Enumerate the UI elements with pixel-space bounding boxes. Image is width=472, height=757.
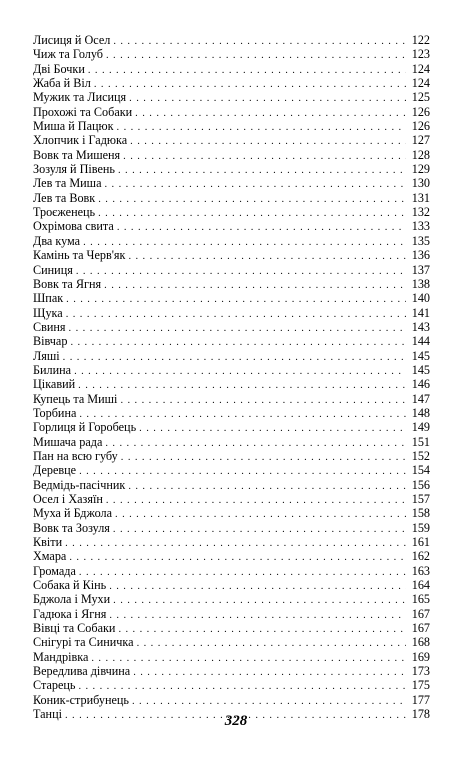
- toc-entry: [33, 234, 430, 248]
- toc-entry-title: Гадюка і Ягня: [33, 606, 107, 621]
- toc-entry-page: 124: [411, 76, 430, 91]
- toc-entry-title: Старець: [33, 678, 76, 693]
- toc-entry: [33, 420, 430, 434]
- toc-entry: [33, 291, 430, 305]
- toc-entry: [33, 377, 430, 391]
- toc-entry: [33, 148, 430, 162]
- toc-entry-page: 177: [411, 692, 430, 707]
- toc-entry: [33, 535, 430, 549]
- toc-entry-title: Громада: [33, 563, 76, 578]
- toc-entry-page: 129: [411, 162, 430, 177]
- toc-entry-title: Вовк та Зозуля: [33, 520, 110, 535]
- toc-entry-page: 130: [411, 176, 430, 191]
- toc-entry-page: 136: [411, 248, 430, 263]
- toc-entry-title: Мишача рада: [33, 434, 103, 449]
- dot-leader: [109, 609, 406, 621]
- toc-entry-page: 158: [411, 506, 430, 521]
- toc-entry-title: Миша й Пацюк: [33, 119, 114, 134]
- toc-entry-page: 138: [411, 276, 430, 291]
- toc-entry-page: 144: [411, 334, 430, 349]
- toc-entry-title: Мужик та Лисиця: [33, 90, 127, 105]
- toc-entry-title: Танці: [33, 707, 62, 722]
- toc-entry: [33, 463, 430, 477]
- dot-leader: [63, 351, 406, 363]
- dot-leader: [118, 164, 406, 176]
- toc-entry: [33, 349, 430, 363]
- dot-leader: [117, 121, 406, 133]
- dot-leader: [79, 465, 406, 477]
- toc-entry-title: Свиня: [33, 319, 66, 334]
- dot-leader: [117, 221, 406, 233]
- toc-entry-title: Лев та Миша: [33, 176, 102, 191]
- table-of-contents: [33, 33, 430, 722]
- toc-entry-title: Щука: [33, 305, 63, 320]
- dot-leader: [109, 580, 406, 592]
- toc-entry-page: 135: [411, 233, 430, 248]
- dot-leader: [65, 537, 406, 549]
- toc-entry: [33, 133, 430, 147]
- toc-entry-title: Охрімова свита: [33, 219, 114, 234]
- toc-entry-title: Купець та Миші: [33, 391, 118, 406]
- toc-entry-title: Лисиця й Осел: [33, 33, 111, 47]
- dot-leader: [130, 135, 406, 147]
- dot-leader: [78, 680, 406, 692]
- dot-leader: [94, 78, 406, 90]
- dot-leader: [137, 637, 406, 649]
- toc-entry-page: 122: [411, 33, 430, 47]
- dot-leader: [120, 394, 406, 406]
- dot-leader: [69, 551, 406, 563]
- toc-entry: [33, 664, 430, 678]
- page-number: 328: [224, 713, 248, 729]
- toc-entry: [33, 162, 430, 176]
- dot-leader: [74, 365, 406, 377]
- toc-entry: [33, 678, 430, 692]
- toc-entry-title: Коник-стрибунець: [33, 692, 129, 707]
- toc-entry-title: Зозуля й Півень: [33, 162, 115, 177]
- dot-leader: [76, 265, 406, 277]
- toc-entry-page: 152: [411, 448, 430, 463]
- dot-leader: [98, 207, 406, 219]
- toc-entry-title: Вовк та Мишеня: [33, 147, 121, 162]
- toc-entry: [33, 306, 430, 320]
- toc-entry-page: 165: [411, 592, 430, 607]
- toc-entry-page: 164: [411, 578, 430, 593]
- toc-entry-title: Хлопчик і Гадюка: [33, 133, 128, 148]
- toc-entry-title: Муха й Бджола: [33, 506, 113, 521]
- dot-leader: [79, 408, 406, 420]
- toc-entry: [33, 277, 430, 291]
- toc-entry: [33, 621, 430, 635]
- dot-leader: [69, 322, 406, 334]
- toc-entry-page: 125: [411, 90, 430, 105]
- toc-entry-page: 151: [411, 434, 430, 449]
- dot-leader: [113, 523, 406, 535]
- dot-leader: [104, 178, 406, 190]
- toc-entry: [33, 592, 430, 606]
- dot-leader: [83, 236, 406, 248]
- toc-entry-page: 126: [411, 104, 430, 119]
- toc-entry-page: 159: [411, 520, 430, 535]
- dot-leader: [98, 193, 406, 205]
- dot-leader: [104, 279, 406, 291]
- toc-entry-page: 141: [411, 305, 430, 320]
- toc-entry-title: Ляші: [33, 348, 60, 363]
- toc-entry-page: 157: [411, 492, 430, 506]
- toc-entry: [33, 564, 430, 578]
- toc-entry: [33, 478, 430, 492]
- toc-entry-title: Бджола і Мухи: [33, 592, 111, 607]
- toc-entry: [33, 449, 430, 463]
- toc-entry-title: Горлиця й Горобець: [33, 420, 137, 435]
- toc-entry-title: Квіти: [33, 535, 63, 550]
- toc-entry: [33, 435, 430, 449]
- dot-leader: [78, 379, 406, 391]
- dot-leader: [132, 695, 406, 707]
- toc-entry-page: 168: [411, 635, 430, 650]
- dot-leader: [105, 437, 406, 449]
- dot-leader: [123, 150, 406, 162]
- toc-entry: [33, 363, 430, 377]
- toc-entry: [33, 334, 430, 348]
- toc-entry: [33, 650, 430, 664]
- toc-entry-title: Вередлива дівчина: [33, 664, 131, 679]
- toc-entry-page: 137: [411, 262, 430, 277]
- toc-entry-page: 162: [411, 549, 430, 564]
- toc-entry-title: Чиж та Голуб: [33, 47, 103, 62]
- dot-leader: [66, 308, 406, 320]
- toc-entry-page: 175: [411, 678, 430, 693]
- dot-leader: [70, 336, 406, 348]
- toc-entry: [33, 47, 430, 61]
- toc-entry-page: 128: [411, 147, 430, 162]
- toc-entry-title: Синиця: [33, 262, 73, 277]
- toc-entry-title: Вівчар: [33, 334, 68, 349]
- toc-entry-title: Вовк та Ягня: [33, 276, 102, 291]
- toc-entry-page: 161: [411, 535, 430, 550]
- toc-entry: [33, 219, 430, 233]
- toc-entry-page: 163: [411, 563, 430, 578]
- toc-entry-title: Торбина: [33, 405, 77, 420]
- toc-entry: [33, 191, 430, 205]
- toc-entry-title: Осел і Хазяїн: [33, 492, 103, 506]
- toc-entry-page: 133: [411, 219, 430, 234]
- toc-entry: [33, 62, 430, 76]
- dot-leader: [91, 652, 406, 664]
- dot-leader: [121, 451, 406, 463]
- toc-entry: [33, 693, 430, 707]
- toc-entry: [33, 320, 430, 334]
- dot-leader: [113, 594, 406, 606]
- toc-entry-page: 178: [411, 707, 430, 722]
- toc-entry-page: 148: [411, 405, 430, 420]
- toc-entry-page: 131: [411, 190, 430, 205]
- toc-entry-title: Ведмідь-пасічник: [33, 477, 126, 492]
- toc-entry-page: 127: [411, 133, 430, 148]
- toc-entry-page: 173: [411, 664, 430, 679]
- dot-leader: [128, 480, 406, 492]
- toc-entry-page: 143: [411, 319, 430, 334]
- toc-entry: [33, 248, 430, 262]
- toc-entry-title: Шпак: [33, 291, 64, 306]
- toc-entry: [33, 205, 430, 219]
- toc-entry-title: Жаба й Віл: [33, 76, 91, 91]
- dot-leader: [79, 566, 406, 578]
- toc-entry-title: Мандрівка: [33, 649, 89, 664]
- toc-entry-page: 132: [411, 205, 430, 220]
- toc-entry-title: Дві Бочки: [33, 61, 85, 76]
- toc-entry-page: 149: [411, 420, 430, 435]
- toc-entry: [33, 607, 430, 621]
- dot-leader: [128, 250, 406, 262]
- toc-entry: [33, 549, 430, 563]
- dot-leader: [113, 35, 406, 47]
- toc-entry-page: 124: [411, 61, 430, 76]
- toc-entry-title: Камінь та Черв'як: [33, 248, 126, 263]
- dot-leader: [66, 293, 406, 305]
- toc-entry: [33, 90, 430, 104]
- toc-entry-page: 147: [411, 391, 430, 406]
- toc-entry: [33, 635, 430, 649]
- toc-entry-title: Вівці та Собаки: [33, 621, 116, 636]
- toc-entry-title: Снігурі та Синичка: [33, 635, 134, 650]
- toc-entry: [33, 263, 430, 277]
- toc-entry-title: Билина: [33, 362, 72, 377]
- toc-entry: [33, 105, 430, 119]
- toc-entry-page: 169: [411, 649, 430, 664]
- toc-entry-page: 123: [411, 47, 430, 62]
- toc-entry: [33, 119, 430, 133]
- toc-entry: [33, 492, 430, 506]
- toc-entry-page: 167: [411, 606, 430, 621]
- toc-entry-page: 145: [411, 362, 430, 377]
- toc-entry-title: Деревце: [33, 463, 77, 478]
- toc-entry-page: 146: [411, 377, 430, 392]
- dot-leader: [135, 107, 406, 119]
- toc-entry-page: 167: [411, 621, 430, 636]
- dot-leader: [129, 92, 406, 104]
- toc-entry: [33, 176, 430, 190]
- toc-entry-page: 140: [411, 291, 430, 306]
- toc-entry-title: Собака й Кінь: [33, 578, 107, 593]
- toc-entry: [33, 521, 430, 535]
- toc-entry-title: Троєженець: [33, 205, 96, 220]
- toc-entry-title: Хмара: [33, 549, 67, 564]
- toc-entry: [33, 392, 430, 406]
- dot-leader: [133, 666, 406, 678]
- dot-leader: [106, 49, 406, 61]
- toc-entry: [33, 76, 430, 90]
- toc-entry: [33, 578, 430, 592]
- toc-entry: [33, 506, 430, 520]
- toc-entry: [33, 406, 430, 420]
- dot-leader: [118, 623, 406, 635]
- toc-entry-page: 145: [411, 348, 430, 363]
- toc-entry-title: Лев та Вовк: [33, 190, 96, 205]
- toc-entry: [33, 33, 430, 47]
- toc-entry-page: 156: [411, 477, 430, 492]
- toc-entry-title: Пан на всю губу: [33, 448, 118, 463]
- toc-entry-page: 126: [411, 119, 430, 134]
- toc-entry-page: 154: [411, 463, 430, 478]
- toc-entry-title: Цікавий: [33, 377, 76, 392]
- dot-leader: [106, 494, 406, 506]
- dot-leader: [139, 422, 406, 434]
- dot-leader: [115, 508, 406, 520]
- toc-entry-title: Два кума: [33, 233, 81, 248]
- dot-leader: [88, 64, 406, 76]
- toc-entry-title: Прохожі та Собаки: [33, 104, 133, 119]
